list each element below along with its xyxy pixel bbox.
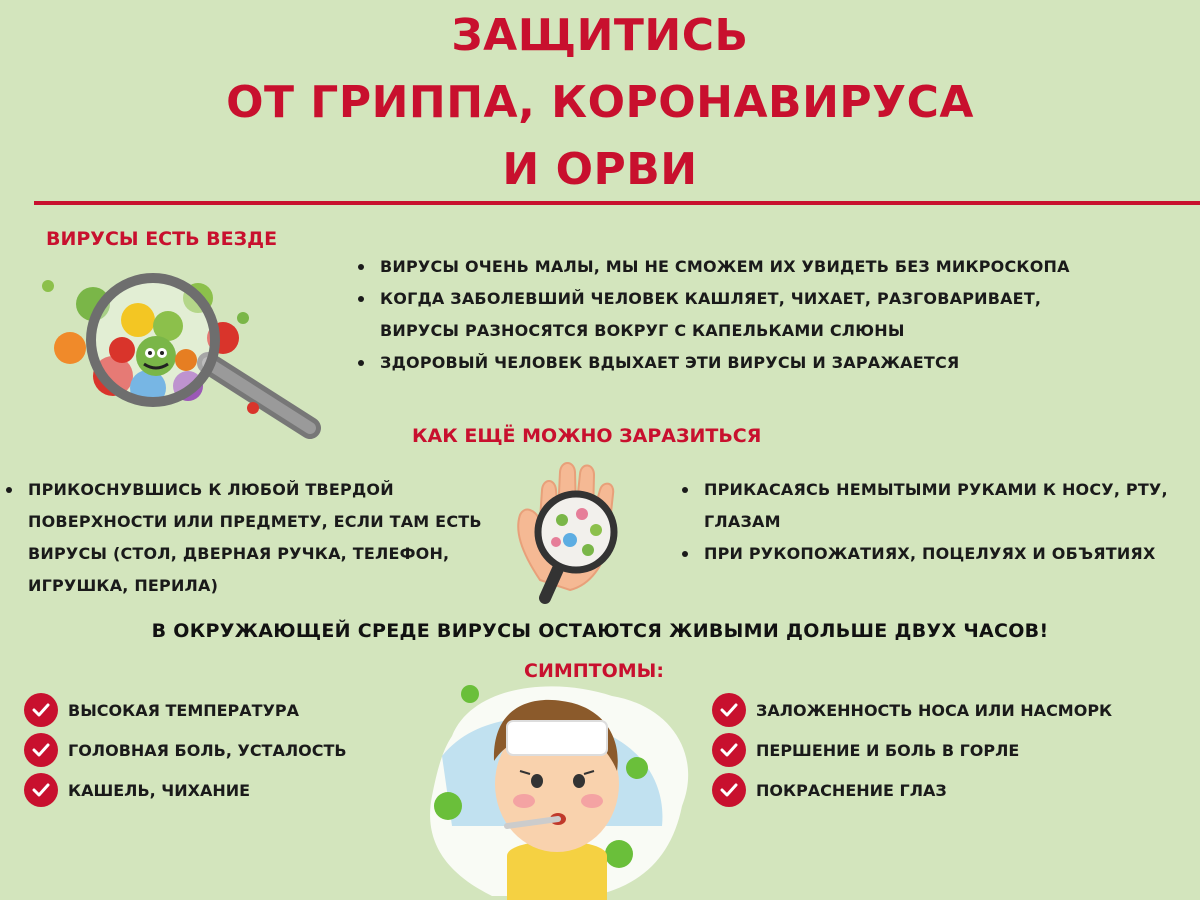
symptom-label: ПОКРАСНЕНИЕ ГЛАЗ: [756, 780, 947, 800]
symptom-item: [712, 690, 1112, 730]
magnifier-viruses-icon: [38, 268, 323, 448]
symptom-label: ПЕРШЕНИЕ И БОЛЬ В ГОРЛЕ: [756, 740, 1020, 760]
notice-text: В ОКРУЖАЮЩЕЙ СРЕДЕ ВИРУСЫ ОСТАЮТСЯ ЖИВЫМИ ДОЛЬШЕ ДВУХ ЧАСОВ!: [151, 620, 1049, 642]
section2-heading: КАК ЕЩЁ МОЖНО ЗАРАЗИТЬСЯ: [412, 425, 762, 447]
symptoms-left-list: [24, 690, 347, 810]
section2-right-bullet: ПРИКАСАЯСЬ НЕМЫТЫМИ РУКАМИ К НОСУ, РТУ, ГЛАЗАМ: [680, 474, 1190, 538]
section1-bullets: [356, 251, 1086, 379]
hand-viruses-icon: [510, 460, 645, 605]
symptom-item: [24, 730, 347, 770]
check-icon: [24, 773, 58, 807]
symptom-label: ЗАЛОЖЕННОСТЬ НОСА ИЛИ НАСМОРК: [756, 700, 1113, 720]
symptom-label: ГОЛОВНАЯ БОЛЬ, УСТАЛОСТЬ: [68, 740, 347, 760]
symptom-label: ВЫСОКАЯ ТЕМПЕРАТУРА: [68, 700, 300, 720]
section1-bullet: ЗДОРОВЫЙ ЧЕЛОВЕК ВДЫХАЕТ ЭТИ ВИРУСЫ И ЗАРАЖАЕТСЯ: [356, 347, 1086, 379]
section2-left-bullet: ПРИКОСНУВШИСЬ К ЛЮБОЙ ТВЕРДОЙ ПОВЕРХНОСТИ ИЛИ ПРЕДМЕТУ, ЕСЛИ ТАМ ЕСТЬ ВИРУСЫ (СТОЛ, ДВЕРНАЯ РУЧКА, ТЕЛЕФОН, ИГРУШКА, ПЕРИЛА): [4, 474, 504, 602]
title-line-2: ОТ ГРИППА, КОРОНАВИРУСА: [226, 77, 974, 128]
section1-bullet: КОГДА ЗАБОЛЕВШИЙ ЧЕЛОВЕК КАШЛЯЕТ, ЧИХАЕТ, РАЗГОВАРИВАЕТ, ВИРУСЫ РАЗНОСЯТСЯ ВОКРУГ С КАПЕЛЬКАМИ СЛЮНЫ: [356, 283, 1086, 347]
title-line-1: ЗАЩИТИСЬ: [451, 10, 749, 61]
symptom-label: КАШЕЛЬ, ЧИХАНИЕ: [68, 780, 251, 800]
symptom-item: [712, 730, 1112, 770]
check-icon: [712, 733, 746, 767]
sick-child-icon: [412, 676, 702, 900]
symptoms-heading: СИМПТОМЫ:: [524, 660, 664, 682]
check-icon: [24, 693, 58, 727]
section1-bullet: ВИРУСЫ ОЧЕНЬ МАЛЫ, МЫ НЕ СМОЖЕМ ИХ УВИДЕТЬ БЕЗ МИКРОСКОПА: [356, 251, 1086, 283]
symptoms-right-list: [712, 690, 1112, 810]
section2-right-bullets: [680, 474, 1190, 570]
symptom-item: [24, 770, 347, 810]
check-icon: [24, 733, 58, 767]
title-line-3: И ОРВИ: [502, 144, 698, 195]
check-icon: [712, 693, 746, 727]
section2-left-bullets: [4, 474, 504, 602]
symptom-item: [24, 690, 347, 730]
symptom-item: [712, 770, 1112, 810]
title-divider: [34, 201, 1200, 205]
check-icon: [712, 773, 746, 807]
section2-right-bullet: ПРИ РУКОПОЖАТИЯХ, ПОЦЕЛУЯХ И ОБЪЯТИЯХ: [680, 538, 1190, 570]
section1-heading: ВИРУСЫ ЕСТЬ ВЕЗДЕ: [46, 228, 278, 250]
